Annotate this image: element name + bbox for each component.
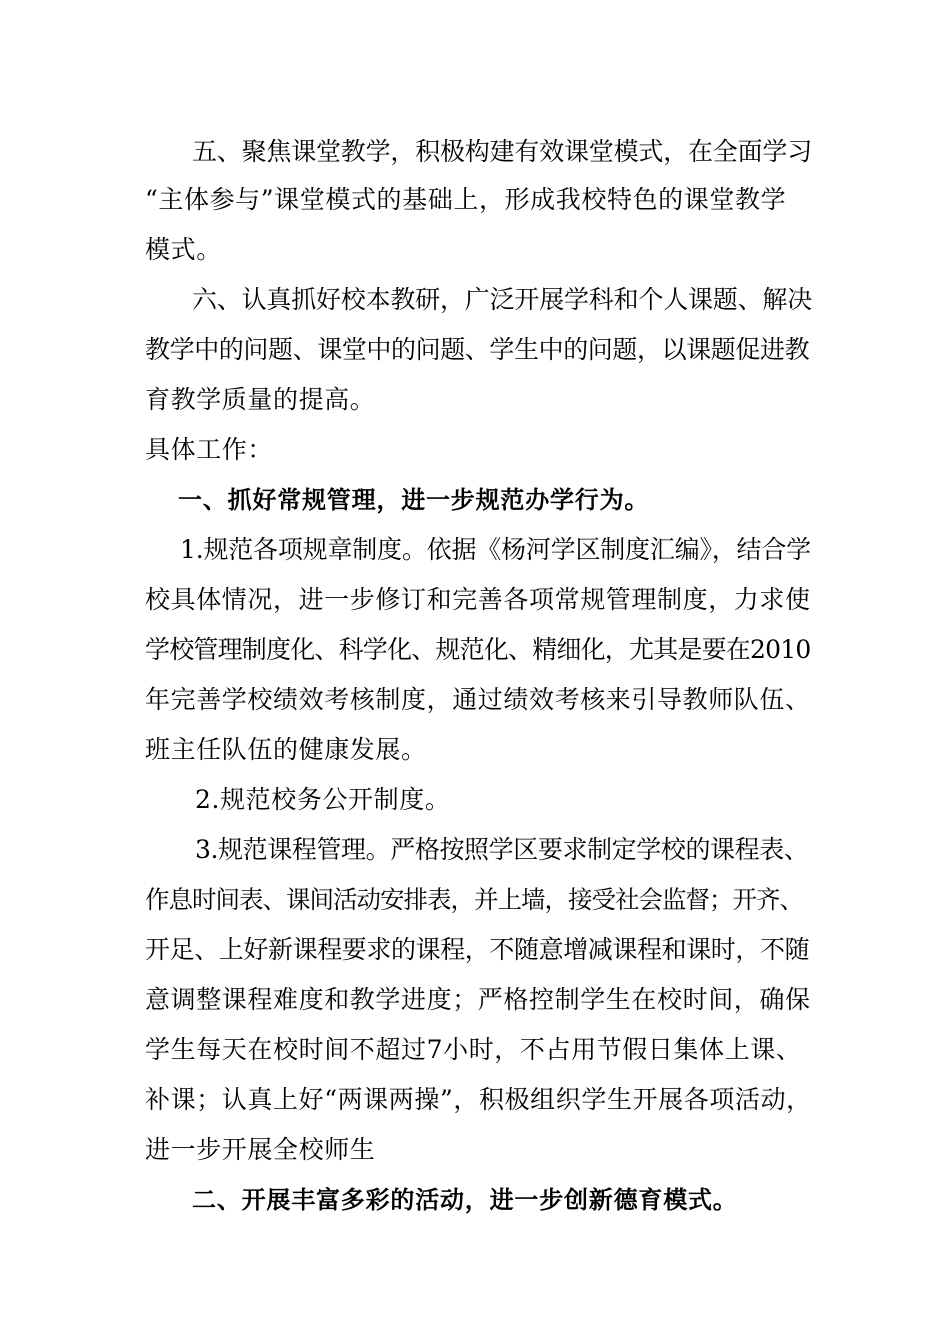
item-3-line-1: 3.规范课程管理。严格按照学区要求制定学校的课程表、 <box>195 835 809 864</box>
item-1-line-5: 班主任队伍的健康发展。 <box>145 735 427 764</box>
paragraph-5-line-3: 模式。 <box>145 235 222 264</box>
item-3-line-4: 意调整课程难度和教学进度；严格控制学生在校时间，确保 <box>145 985 811 1014</box>
item-3-line-3: 开足、上好新课程要求的课程，不随意增减课程和课时，不随 <box>145 935 810 964</box>
item-3-line-2: 作息时间表、课间活动安排表，并上墙，接受社会监督；开齐、 <box>145 885 803 914</box>
item-1-line-4: 年完善学校绩效考核制度，通过绩效考核来引导教师队伍、 <box>145 685 811 714</box>
heading-routine-management: 一、抓好常规管理，进一步规范办学行为。 <box>178 486 650 514</box>
paragraph-6-line-1: 六、认真抓好校本教研，广泛开展学科和个人课题、解决 <box>192 285 813 314</box>
paragraph-6-line-2: 教学中的问题、课堂中的问题、学生中的问题，以课题促进教 <box>145 335 810 364</box>
heading-moral-education: 二、开展丰富多彩的活动，进一步创新德育模式。 <box>192 1186 738 1214</box>
item-1-line-3: 学校管理制度化、科学化、规范化、精细化，尤其是要在2010 <box>145 635 811 664</box>
paragraph-6-line-3: 育教学质量的提高。 <box>145 385 376 414</box>
item-3-line-7: 进一步开展全校师生 <box>145 1135 376 1164</box>
item-1-line-2: 校具体情况，进一步修订和完善各项常规管理制度，力求使 <box>145 585 811 614</box>
item-3-line-6: 补课；认真上好“两课两操”，积极组织学生开展各项活动， <box>145 1085 812 1114</box>
paragraph-5-line-1: 五、聚焦课堂教学，积极构建有效课堂模式，在全面学习 <box>192 137 813 166</box>
section-label-specific-work: 具体工作： <box>145 435 274 464</box>
item-2-line-1: 2.规范校务公开制度。 <box>195 785 451 814</box>
item-1-line-1: 1.规范各项规章制度。依据《杨河学区制度汇编》，结合学 <box>180 535 811 564</box>
paragraph-5-line-2: “主体参与”课堂模式的基础上，形成我校特色的课堂教学 <box>145 185 787 214</box>
item-3-line-5: 学生每天在校时间不超过7小时，不占用节假日集体上课、 <box>145 1035 802 1064</box>
